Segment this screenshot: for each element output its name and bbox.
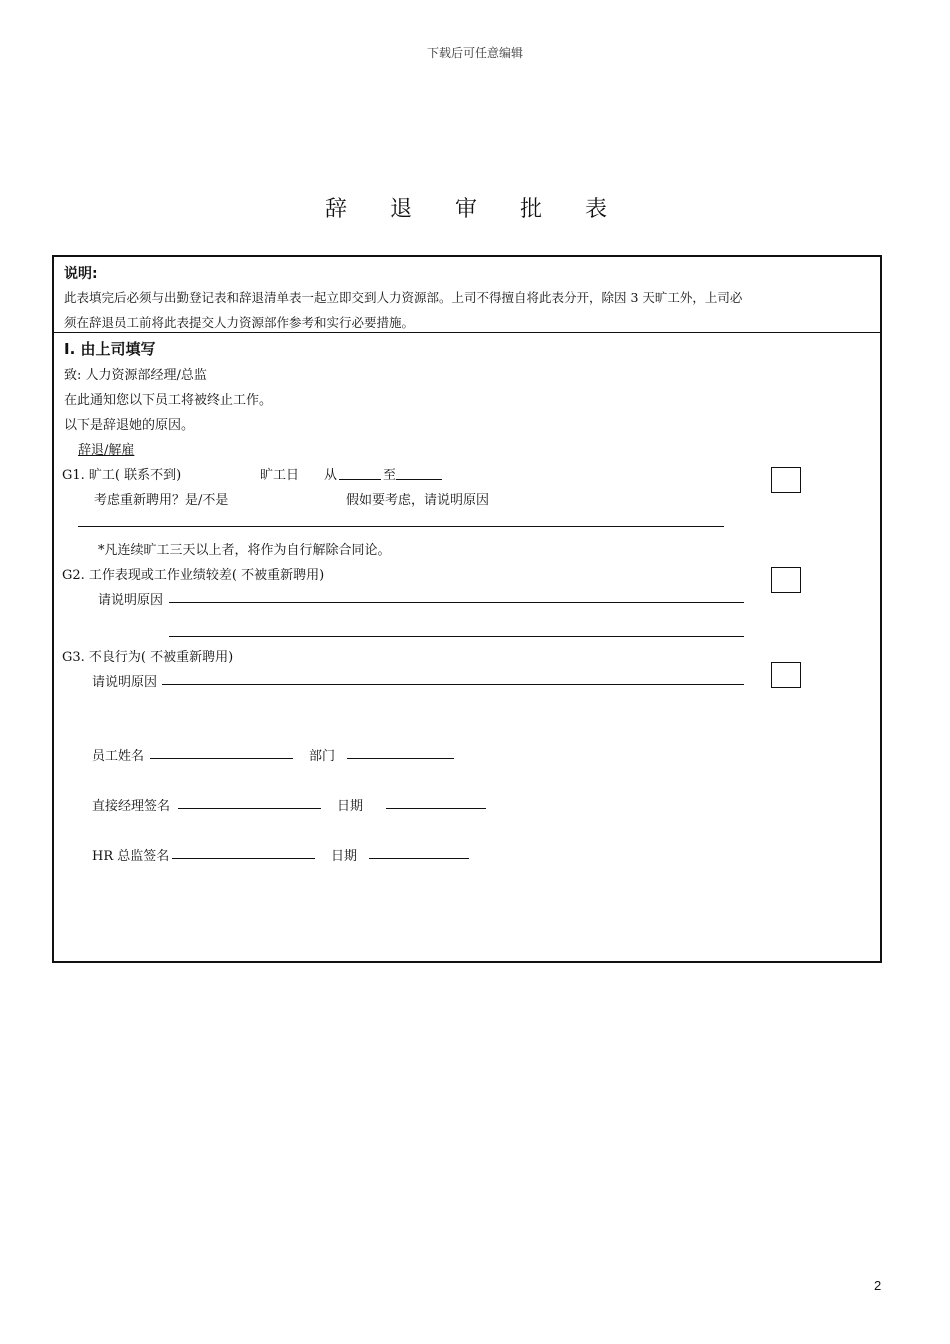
- g1-checkbox[interactable]: [771, 467, 801, 493]
- g3-explain-label: 请说明原因: [92, 675, 158, 690]
- g1-rehire-label: 考虑重新聘用？是/不是: [94, 493, 229, 508]
- g2-checkbox[interactable]: [771, 567, 801, 593]
- page-number: 2: [874, 1278, 882, 1293]
- department-label: 部门: [309, 749, 336, 764]
- employee-name-field[interactable]: [150, 758, 293, 759]
- hr-signature-label: HR 总监签名: [92, 849, 170, 864]
- dismissal-form: [52, 255, 882, 963]
- g3-reason-field[interactable]: [162, 684, 744, 685]
- reason-intro: 以下是辞退她的原因。: [64, 418, 195, 433]
- addressee: 致: 人力资源部经理/总监: [64, 368, 207, 383]
- section-divider: [54, 332, 880, 333]
- g1-reason-field[interactable]: [78, 526, 724, 527]
- manager-date-field[interactable]: [386, 808, 486, 809]
- instructions-line-2: 须在辞退员工前将此表提交人力资源部作参考和实行必要措施。: [64, 315, 415, 330]
- g1-from-field[interactable]: [339, 479, 381, 480]
- g1-note: *凡连续旷工三天以上者，将作为自行解除合同论。: [98, 543, 391, 558]
- g2-explain-label: 请说明原因: [98, 593, 164, 608]
- manager-date-label: 日期: [337, 799, 364, 814]
- hr-date-field[interactable]: [369, 858, 469, 859]
- g3-label: G3. 不良行为( 不被重新聘用): [62, 650, 234, 665]
- department-field[interactable]: [347, 758, 454, 759]
- g1-to-label: 至: [383, 468, 397, 483]
- g1-label: G1. 旷工( 联系不到): [62, 468, 182, 483]
- g2-reason-field-2[interactable]: [169, 636, 744, 637]
- page-title: 辞 退 审 批 表: [325, 197, 625, 222]
- employee-name-label: 员工姓名: [92, 749, 145, 764]
- instructions-label: 说明:: [64, 266, 98, 282]
- category-label: 辞退/解雇: [78, 443, 135, 458]
- hr-signature-field[interactable]: [172, 858, 315, 859]
- g1-absent-days-label: 旷工日: [260, 468, 300, 483]
- g1-if-consider-label: 假如要考虑，请说明原因: [346, 493, 490, 508]
- g3-checkbox[interactable]: [771, 662, 801, 688]
- manager-signature-field[interactable]: [178, 808, 321, 809]
- g2-label: G2. 工作表现或工作业绩较差( 不被重新聘用): [62, 568, 325, 583]
- hr-date-label: 日期: [331, 849, 358, 864]
- g2-reason-field-1[interactable]: [169, 602, 744, 603]
- g1-to-field[interactable]: [396, 479, 442, 480]
- manager-signature-label: 直接经理签名: [92, 799, 171, 814]
- notify-text: 在此通知您以下员工将被终止工作。: [64, 393, 273, 408]
- g1-from-label: 从: [324, 468, 338, 483]
- section-heading: I. 由上司填写: [64, 340, 156, 358]
- instructions-line-1: 此表填完后必须与出勤登记表和辞退清单表一起立即交到人力资源部。上司不得擅自将此表分开，除因 3 天旷工外，上司必: [64, 290, 743, 305]
- header-note: 下载后可任意编辑: [426, 46, 523, 60]
